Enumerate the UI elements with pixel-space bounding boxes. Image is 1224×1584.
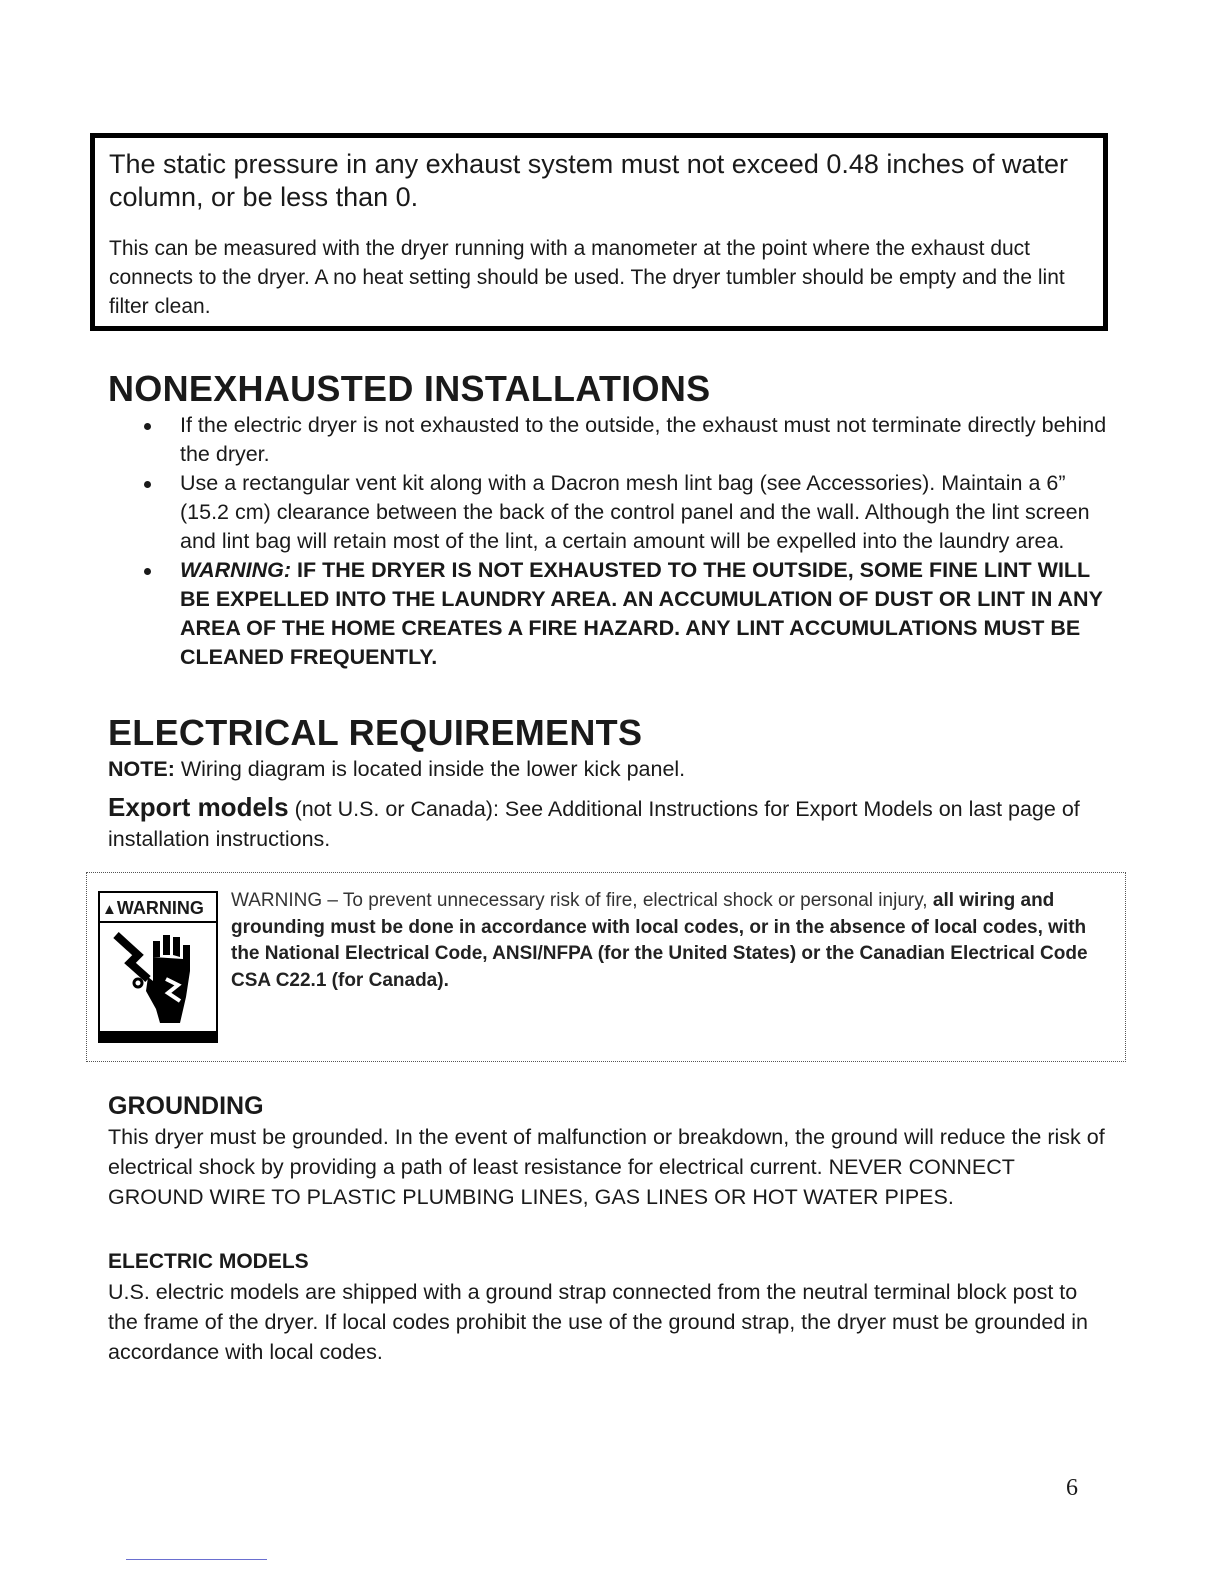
static-pressure-body: This can be measured with the dryer running with a manometer at the point where the exhaust duct connects to the dryer. A no heat setting should be used. The dryer tumbler should be empty and the lint filter clean. <box>109 237 1065 318</box>
electrical-title: ELECTRICAL REQUIREMENTS <box>108 712 643 753</box>
electrical-hazard-icon <box>98 891 218 1043</box>
warning-bold-text: all wiring and grounding must be done in accordance with local codes, or in the absence of local codes, with the National Electrical Code, ANSI/NFPA (for the United States) or the Canadian Electrical Code CSA C22.1 (for Canada). <box>231 890 1088 991</box>
warning-tag <box>100 893 216 923</box>
lint-warning-text: IF THE DRYER IS NOT EXHAUSTED TO THE OUTSIDE, SOME FINE LINT WILL BE EXPELLED INTO THE LAUNDRY AREA. AN ACCUMULATION OF DUST OR LINT IN ANY AREA OF THE HOME CREATES A FIRE HAZARD. ANY LINT ACCUMULATIONS MUST BE CLEANED FREQUENTLY. <box>180 558 1103 669</box>
electric-models-text: U.S. electric models are shipped with a ground strap connected from the neutral terminal block post to the frame of the dryer. If local codes prohibit the use of the ground strap, the dryer must be grounded in accordance with local codes. <box>108 1280 1089 1364</box>
export-models-text: (not U.S. or Canada): See Additional Instructions for Export Models on last page of installation instructions. <box>108 797 1080 851</box>
note-label: NOTE: <box>108 757 175 781</box>
export-models-label: Export models <box>108 792 289 822</box>
warning-tag-label: WARNING <box>116 898 204 918</box>
static-pressure-heading: The static pressure in any exhaust system must not exceed 0.48 inches of water column, or be less than 0. <box>109 149 1068 212</box>
electric-models-section <box>108 1248 1108 1367</box>
electrical-section <box>108 712 1108 854</box>
grounding-title: GROUNDING <box>108 1092 264 1120</box>
warning-prefix: WARNING – <box>231 890 343 911</box>
icon-bottom-bar <box>100 1031 216 1041</box>
page-number: 6 <box>1066 1475 1078 1501</box>
lint-warning-item <box>108 556 1118 672</box>
export-models-note <box>108 792 1108 854</box>
footer-rule <box>126 1559 267 1560</box>
grounding-text: This dryer must be grounded. In the event of malfunction or breakdown, the ground will reduce the risk of electrical shock by providing a path of least resistance for electrical current. NEVER CONNECT GROUND WIRE TO PLASTIC PLUMBING LINES, GAS LINES OR HOT WATER PIPES. <box>108 1125 1105 1209</box>
list-item: If the electric dryer is not exhausted to the outside, the exhaust must not terminate directly behind the dryer. <box>108 411 1118 469</box>
wiring-note <box>108 754 1108 784</box>
electric-models-title: ELECTRIC MODELS <box>108 1250 309 1273</box>
warning-triangle-icon: ▲ <box>102 901 117 918</box>
nonexhausted-title: NONEXHAUSTED INSTALLATIONS <box>108 368 711 409</box>
list-item: Use a rectangular vent kit along with a Dacron mesh lint bag (see Accessories). Maintain a 6” (15.2 cm) clearance between the back of the control panel and the wall. Although the lint screen and lint bag will retain most of the lint, a certain amount will be expelled into the laundry area. <box>108 469 1118 556</box>
shock-hand-icon <box>108 927 208 1027</box>
lint-warning-label: WARNING: <box>180 558 292 582</box>
nonexhausted-list <box>108 411 1118 672</box>
nonexhausted-section <box>108 368 1118 672</box>
note-text: Wiring diagram is located inside the lower kick panel. <box>174 757 686 781</box>
static-pressure-notice <box>90 133 1108 331</box>
electrical-warning-text <box>231 888 1091 994</box>
grounding-section <box>108 1091 1108 1212</box>
warning-normal-text: To prevent unnecessary risk of fire, electrical shock or personal injury, <box>342 890 933 911</box>
